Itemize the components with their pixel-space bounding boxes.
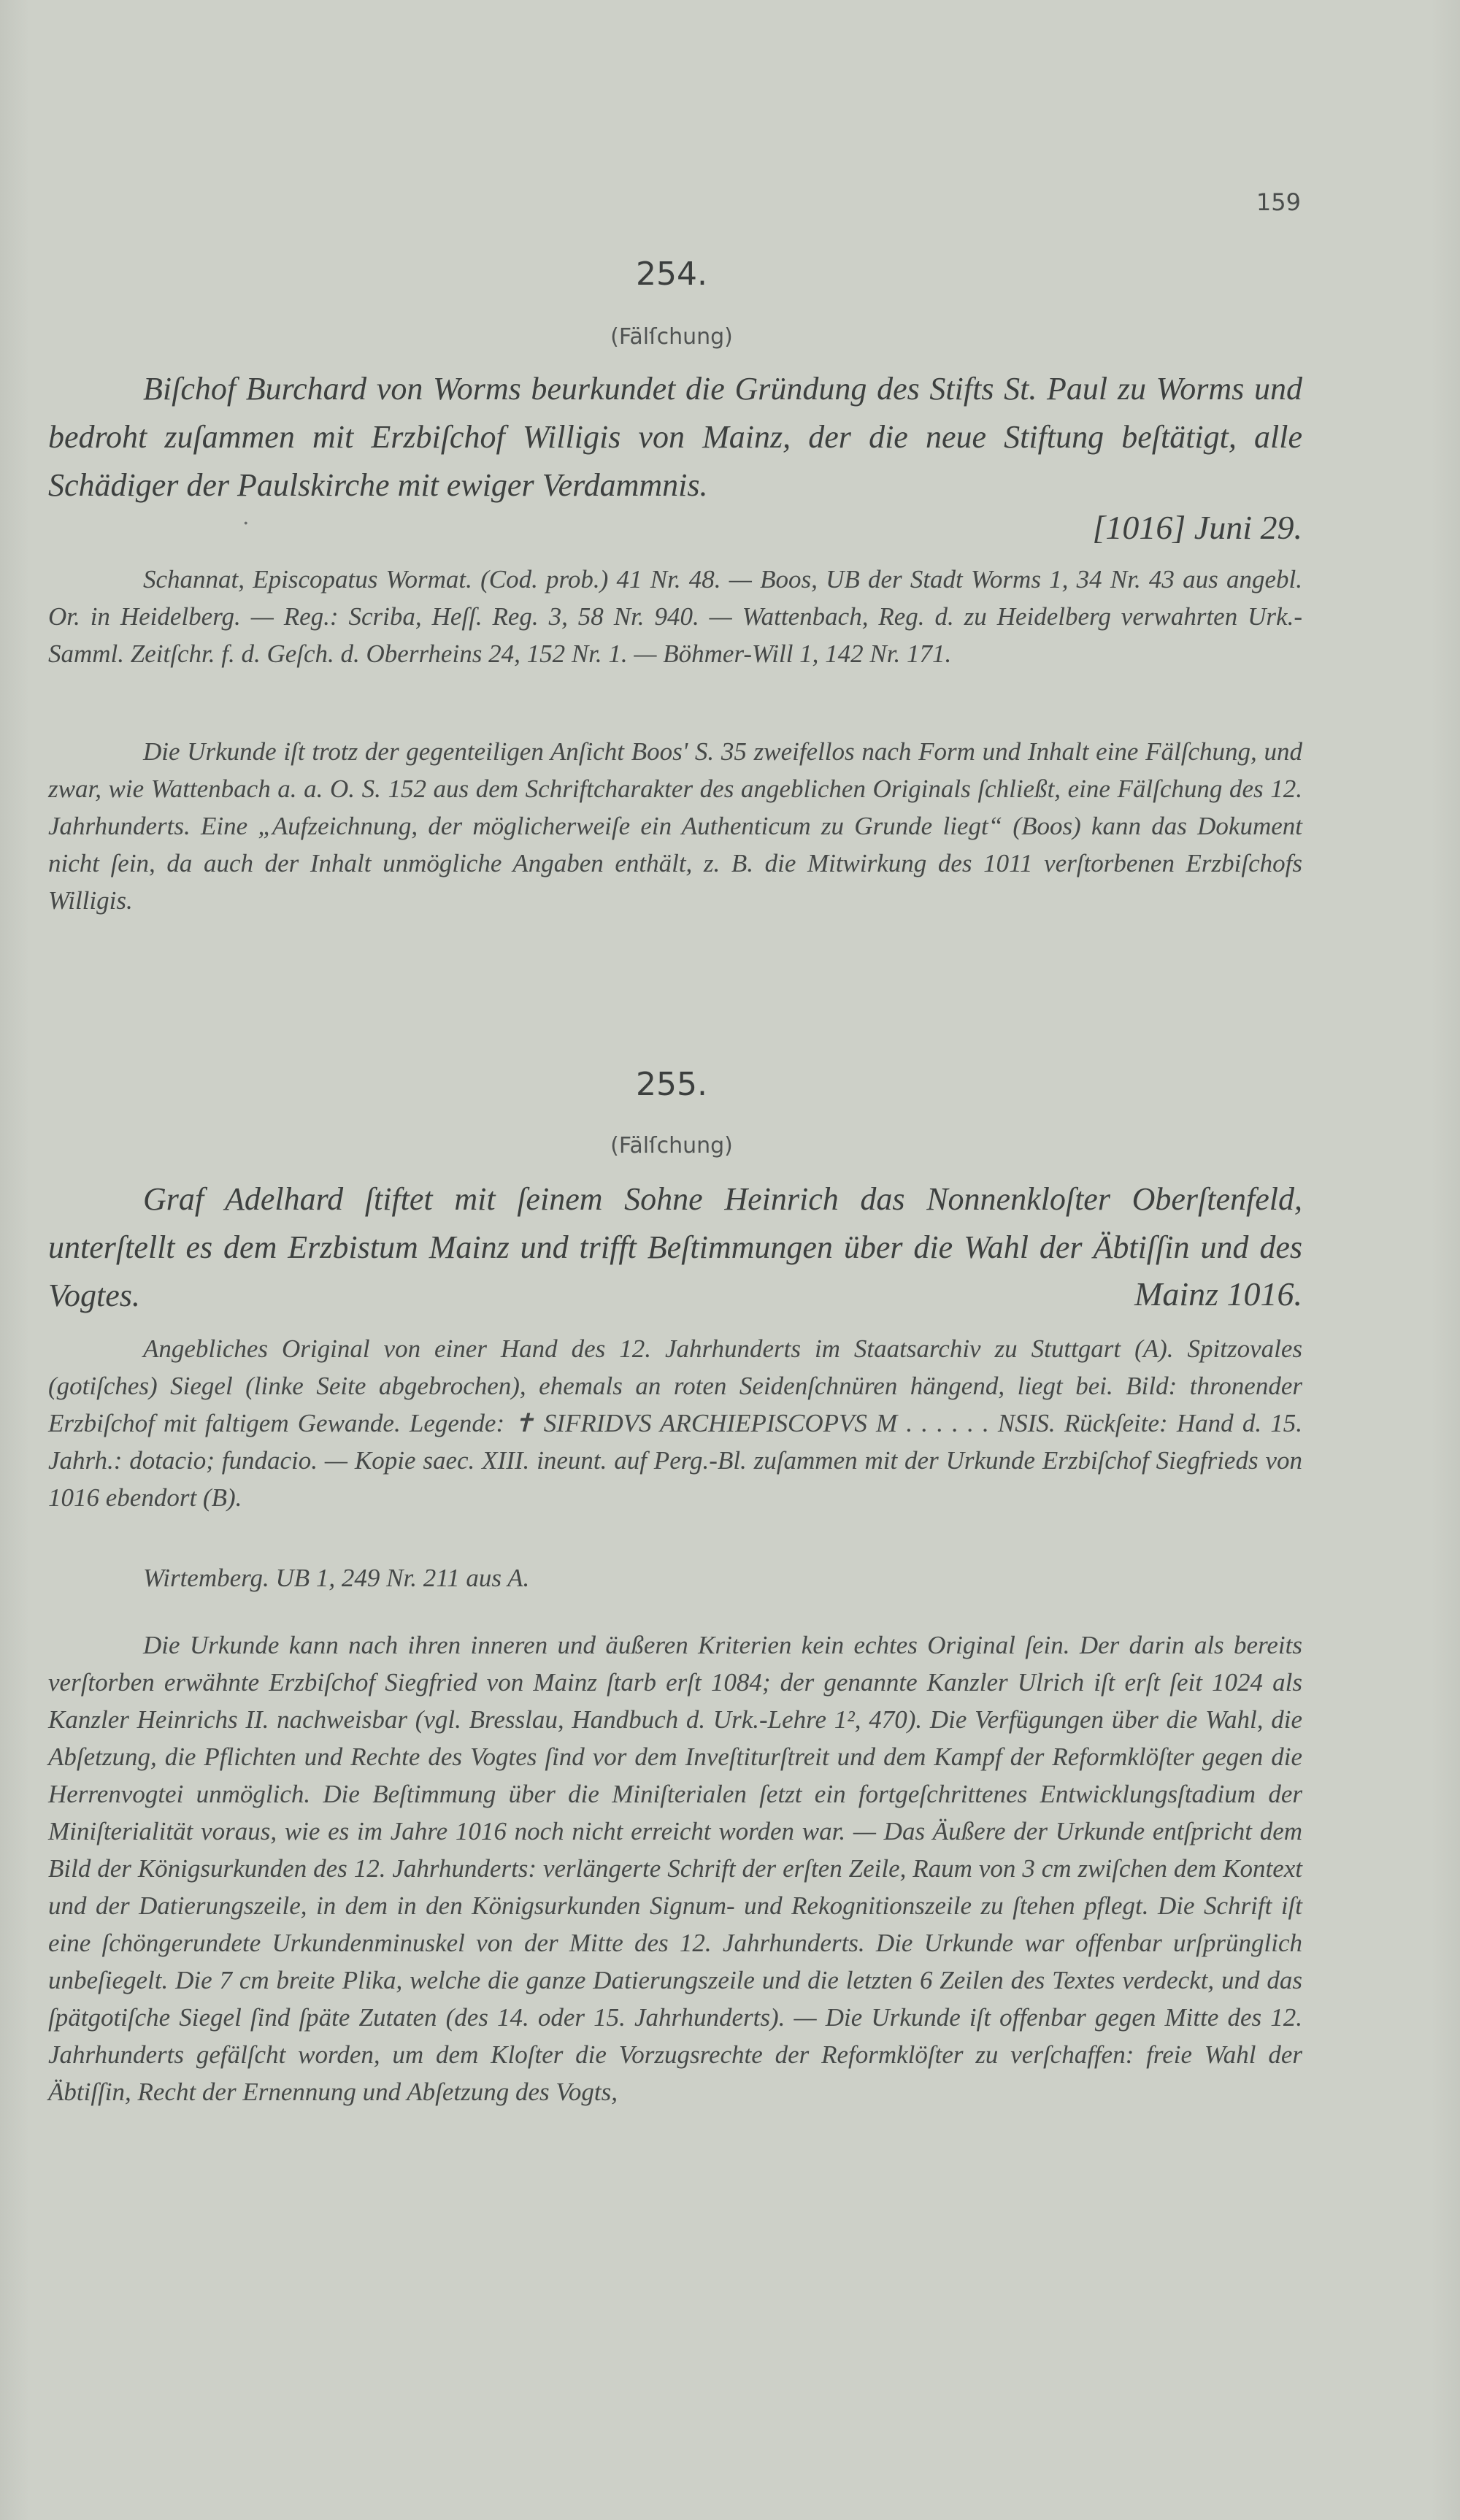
entry-summary: Biſchof Burchard von Worms beurkundet die Gründung des Stifts St. Paul zu Worms und bedroht zuſammen mit Erzbiſchof Willigis von Mainz, der die neue Stiftung beſtätigt, alle Schädiger der Paulskirche mit ewiger Verdammnis. <box>48 371 1302 503</box>
entry-type-label: (Fälſchung) <box>610 324 733 350</box>
entry-type-label: (Fälſchung) <box>610 1133 733 1159</box>
entry-sources-edition: Wirtemberg. UB 1, 249 Nr. 211 aus A. <box>143 1564 530 1592</box>
entry-sources: Angebliches Original von einer Hand des 12. Jahrhunderts im Staatsarchiv zu Stuttgart (A). Spitzovales (gotiſches) Siegel (linke Seite abgebrochen), ehemals an roten Seidenſchnüren hängend, liegt bei. Bild: thronender Erzbiſchof mit faltigem Gewande. Legende: ✝ SIFRIDVS ARCHIEPISCOPVS M . . . . . . NSIS. Rückſeite: Hand d. 15. Jahrh.: dotacio; fundacio. — Kopie saec. XIII. ineunt. auf Perg.-Bl. zuſammen mit der Urkunde Erzbiſchof Siegfrieds von 1016 ebendort (B). <box>48 1334 1302 1512</box>
entry-number: 254. <box>636 256 707 293</box>
entry-summary: Graf Adelhard ſtiftet mit ſeinem Sohne Heinrich das Nonnenkloſter Oberſtenfeld, unterſtellt es dem Erzbistum Mainz und trifft Beſtimmungen über die Wahl der Äbtiſſin und des Vogtes. <box>48 1181 1302 1313</box>
entry-date: Mainz 1016. <box>1134 1275 1302 1313</box>
entry-commentary: Die Urkunde iſt trotz der gegenteiligen Anſicht Boos' S. 35 zweifellos nach Form und Inhalt eine Fälſchung, und zwar, wie Wattenbach a. a. O. S. 152 aus dem Schriftcharakter des angeblichen Originals ſchließt, eine Fälſchung des 12. Jahrhunderts. Eine „Aufzeichnung, der möglicherweiſe ein Authenticum zu Grunde liegt“ (Boos) kann das Dokument nicht ſein, da auch der Inhalt unmögliche Angaben enthält, z. B. die Mitwirkung des 1011 verſtorbenen Erzbiſchofs Willigis. <box>48 737 1302 915</box>
entry-sources: Schannat, Episcopatus Wormat. (Cod. prob.) 41 Nr. 48. — Boos, UB der Stadt Worms 1, 34 Nr. 43 aus angebl. Or. in Heidelberg. — Reg.: Scriba, Heſſ. Reg. 3, 58 Nr. 940. — Wattenbach, Reg. d. zu Heidelberg verwahrten Urk.-Samml. Zeitſchr. f. d. Geſch. d. Oberrheins 24, 152 Nr. 1. — Böhmer-Will 1, 142 Nr. 171. <box>48 565 1302 668</box>
page-number: 159 <box>1256 188 1301 216</box>
entry-date: [1016] Juni 29. <box>1092 509 1302 546</box>
stray-mark: · <box>242 511 250 537</box>
entry-commentary: Die Urkunde kann nach ihren inneren und äußeren Kriterien kein echtes Original ſein. Der darin als bereits verſtorben erwähnte Erzbiſchof Siegfried von Mainz ſtarb erſt 1084; der genannte Kanzler Ulrich iſt erſt ſeit 1024 als Kanzler Heinrichs II. nachweisbar (vgl. Bresslau, Handbuch d. Urk.-Lehre 1², 470). Die Verfügungen über die Wahl, die Abſetzung, die Pflichten und Rechte des Vogtes ſind vor dem Inveſtiturſtreit und dem Kampf der Reformklöſter gegen die Herrenvogtei unmöglich. Die Beſtimmung über die Miniſterialen ſetzt ein fortgeſchrittenes Entwicklungsſtadium der Miniſterialität voraus, wie es im Jahre 1016 noch nicht erreicht worden war. — Das Äußere der Urkunde entſpricht dem Bild der Königsurkunden des 12. Jahrhunderts: verlängerte Schrift der erſten Zeile, Raum von 3 cm zwiſchen dem Kontext und der Datierungszeile, in dem in den Königsurkunden Signum- und Rekognitionszeile zu ſtehen pflegt. Die Schrift iſt eine ſchöngerundete Urkundenminuskel von der Mitte des 12. Jahrhunderts. Die Urkunde war offenbar urſprünglich unbeſiegelt. Die 7 cm breite Plika, welche die ganze Datierungszeile und die letzten 6 Zeilen des Textes verdeckt, und das ſpätgotiſche Siegel ſind ſpäte Zutaten (des 14. oder 15. Jahrhunderts). — Die Urkunde iſt offenbar gegen Mitte des 12. Jahrhunderts gefälſcht worden, um dem Kloſter die Vorzugsrechte der Reformklöſter zu verſchaffen: freie Wahl der Äbtiſſin, Recht der Ernennung und Abſetzung des Vogts, <box>48 1631 1302 2106</box>
entry-number: 255. <box>636 1066 707 1103</box>
